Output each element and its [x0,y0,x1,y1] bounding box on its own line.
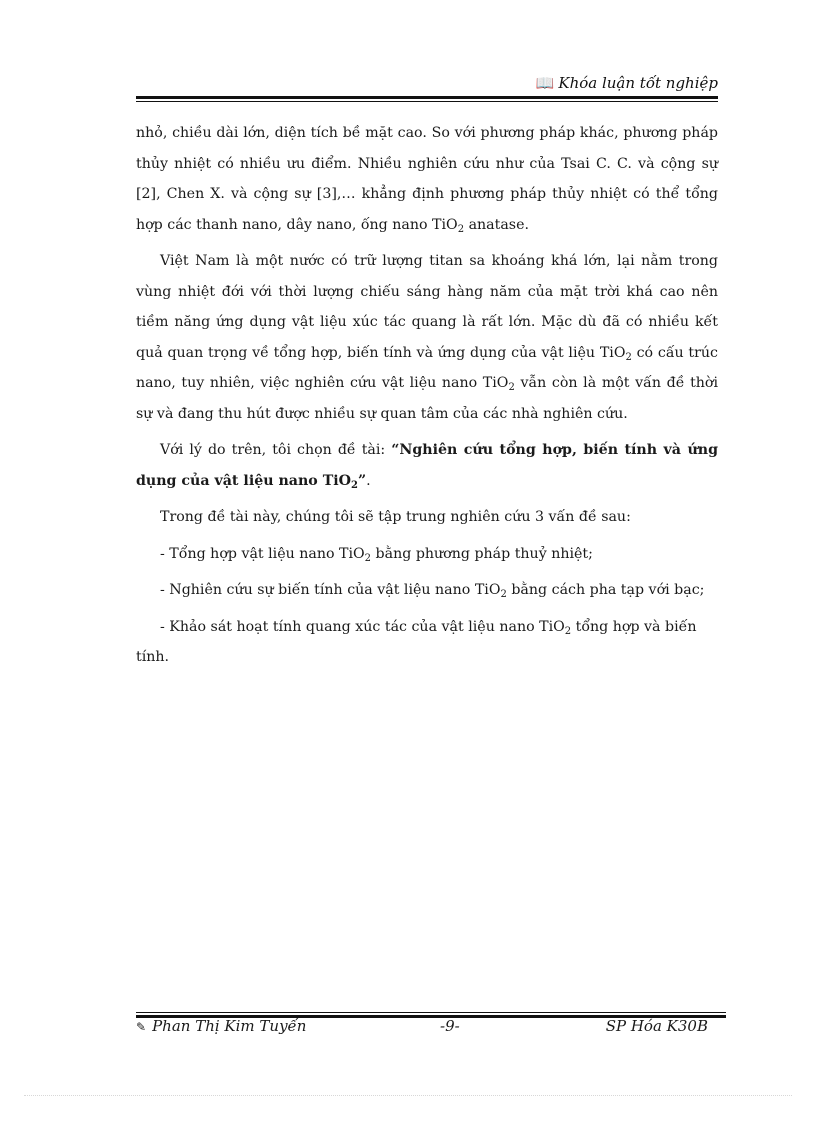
header-title: Khóa luận tốt nghiệp [558,74,718,92]
list-item-2-a: - Nghiên cứu sự biến tính của vật liệu nano TiO [160,582,501,598]
p2-sub-b: 2 [508,382,515,393]
list-item-3-sub: 2 [564,625,572,637]
pen-icon: ✎ [136,1020,147,1034]
p2-text-c: vẫn còn là một vấn đề thời sự và đang thu hút được nhiều sự quan tâm của các nhà nghiên cứu. [136,375,718,422]
p1-sub-a: 2 [457,223,465,235]
p2-sub-a: 2 [625,351,632,363]
p1-text-b: anatase. [464,216,529,233]
page-body [136,118,718,679]
list-item [136,612,718,673]
header-rule-thick [136,96,718,99]
list-item-1-a: - Tổng hợp vật liệu nano TiO [160,545,365,562]
list-item-3-a: - Khảo sát hoạt tính quang xúc tác của vật liệu nano TiO [160,618,565,635]
paragraph-1 [136,118,718,240]
list-item-2-sub: 2 [500,589,507,600]
page-edge-divider [24,1095,792,1096]
list-item-2-b: bằng cách pha tạp với bạc; [506,582,705,598]
p3-text-a: Với lý do trên, tôi chọn đề tài: [160,442,392,458]
footer-rule-thin [136,1012,726,1013]
list-item-3-b: tổng hợp và biến tính. [136,618,697,665]
footer-author [136,1017,306,1035]
author-name: Phan Thị Kim Tuyến [152,1017,307,1035]
header-rule-thin [136,101,718,102]
p3-bold-a: “Nghiên cứu tổng hợp, biến tính và ứng dụng của vật liệu nano TiO [136,442,718,489]
footer-class: SP Hóa K30B [605,1017,708,1035]
page-header [136,74,718,92]
list-item [136,539,718,570]
p2-text-b: có cấu trúc nano, tuy nhiên, việc nghiên cứu vật liệu nano TiO [136,344,718,391]
p3-bold-sub: 2 [351,479,358,491]
list-item-1-b: bằng phương pháp thuỷ nhiệt; [371,545,593,562]
list-item-1-sub: 2 [364,552,372,564]
paragraph-2 [136,246,718,429]
p3-bold-b: ” [357,472,367,489]
page-number: -9- [440,1017,460,1035]
list-item [136,575,718,606]
p3-text-b: . [366,472,371,489]
page-footer [136,1017,718,1037]
p2-text-a: Việt Nam là một nước có trữ lượng titan sa khoáng khá lớn, lại nằm trong vùng nhiệt đới với thời lượng chiếu sáng hàng năm của mặt trời khá cao nên tiềm năng ứng dụng vật liệu xúc tác quang là rất lớn. Mặc dù đã có nhiều kết quả quan trọng về tổng hợp, biến tính và ứng dụng của vật liệu TiO [136,253,718,361]
p1-text-a: nhỏ, chiều dài lớn, diện tích bề mặt cao. So với phương pháp khác, phương pháp thủy nhiệt có nhiều ưu điểm. Nhiều nghiên cứu như của Tsai C. C. và cộng sự [2], Chen X. và cộng sự [3],… khẳng định phương pháp thủy nhiệt có thể tổng hợp các thanh nano, dây nano, ống nano TiO [136,125,718,233]
paragraph-3 [136,435,718,496]
paragraph-4: Trong đề tài này, chúng tôi sẽ tập trung nghiên cứu 3 vấn đề sau: [160,509,631,525]
book-icon: 📖 [535,74,555,92]
